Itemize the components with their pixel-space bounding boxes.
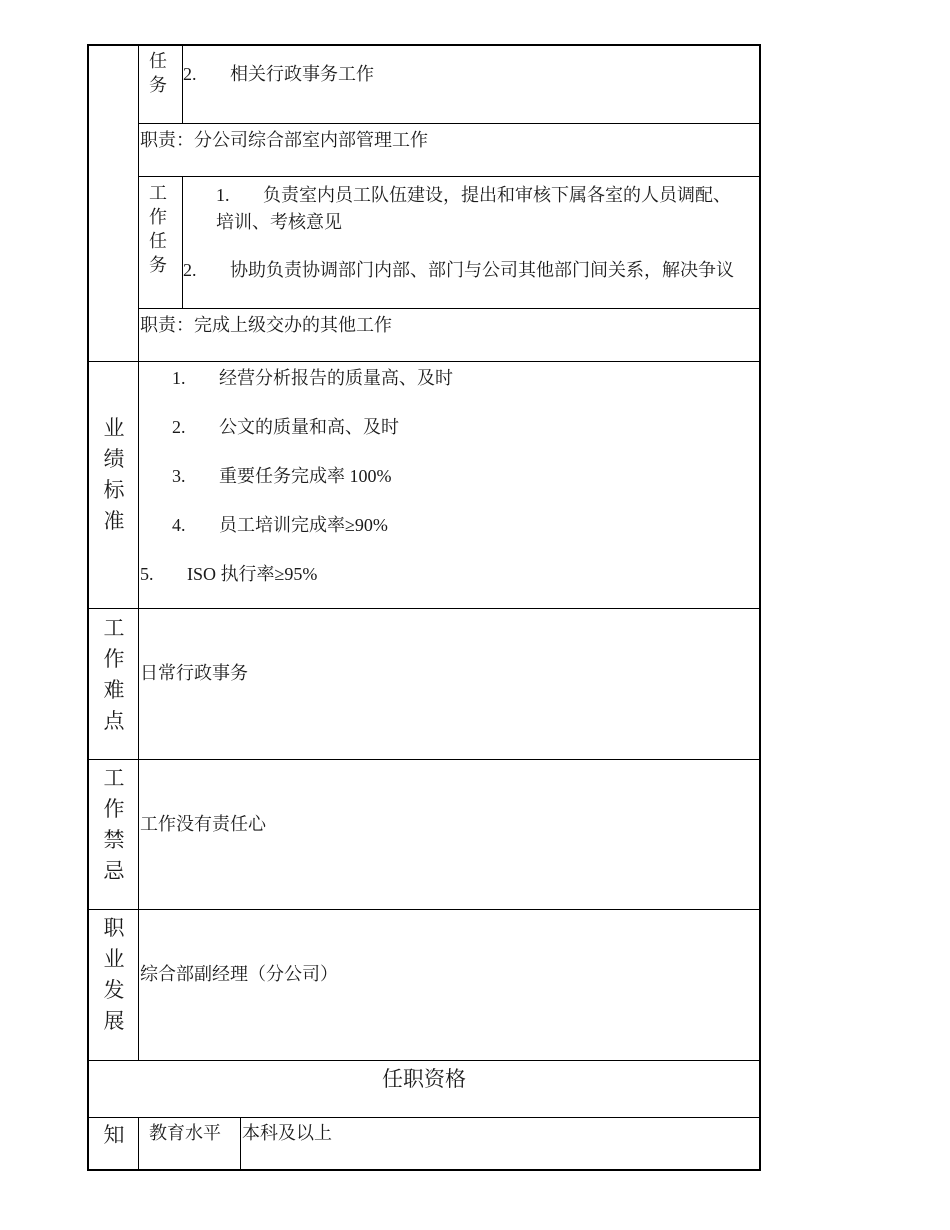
item-number: 4. [172, 515, 186, 535]
task-2-item-2 [183, 257, 734, 283]
difficulty-text: 日常行政事务 [140, 663, 248, 683]
item-text: 协助负责协调部门内部、部门与公司其他部门间关系，解决争议 [230, 260, 734, 280]
performance-label: 业绩标准 [103, 416, 125, 533]
performance-item [172, 463, 392, 489]
item-number: 2. [183, 64, 197, 84]
duty-2: 职责：分公司综合部室内部管理工作 [140, 130, 428, 150]
item-text: ISO 执行率≥95% [187, 564, 318, 584]
task-label-1: 任务 [149, 51, 167, 95]
item-number: 1. [172, 368, 186, 388]
taboo-label: 工作禁忌 [103, 766, 125, 883]
item-text: 员工培训完成率≥90% [219, 515, 388, 535]
item-number: 3. [172, 466, 186, 486]
item-text: 公文的质量和高、及时 [219, 417, 399, 437]
performance-item [172, 512, 388, 538]
task-2-item-1 [216, 182, 731, 208]
task-2-item-1-cont: 培训、考核意见 [216, 212, 342, 232]
item-text: 相关行政事务工作 [230, 64, 374, 84]
item-text: 重要任务完成率 100% [219, 466, 392, 486]
item-text: 经营分析报告的质量高、及时 [219, 368, 453, 388]
task-1-item [183, 61, 374, 87]
task-label-2: 工作任务 [149, 183, 167, 275]
duty-3: 职责：完成上级交办的其他工作 [140, 315, 392, 335]
education-value: 本科及以上 [242, 1123, 332, 1143]
item-number: 1. [216, 185, 230, 205]
difficulty-label: 工作难点 [103, 616, 125, 733]
career-label: 职业发展 [103, 916, 125, 1033]
knowledge-label: 知 [103, 1123, 125, 1147]
education-label: 教育水平 [149, 1123, 221, 1143]
item-text: 负责室内员工队伍建设，提出和审核下属各室的人员调配、 [263, 185, 731, 205]
item-number: 2. [183, 260, 197, 280]
taboo-text: 工作没有责任心 [140, 814, 266, 834]
item-number: 5. [140, 564, 154, 584]
performance-item [172, 414, 399, 440]
qualification-title: 任职资格 [382, 1067, 466, 1091]
performance-item [172, 365, 453, 391]
career-text: 综合部副经理（分公司） [140, 964, 338, 984]
performance-item [140, 561, 317, 587]
item-number: 2. [172, 417, 186, 437]
